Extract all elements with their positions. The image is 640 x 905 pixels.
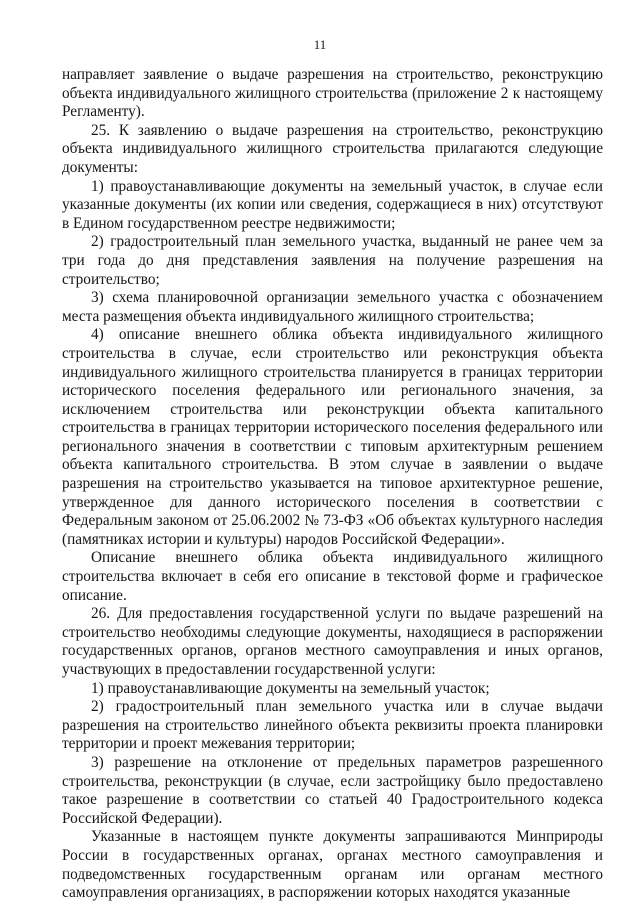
paragraph-26-sub-3: 3) разрешение на отклонение от предельных параметров разрешенного строительства, реконструкции (в случае, если застройщику было предоставлено такое разрешение в соответствии со статьей 40 Градостроительного кодекса Российской Федерации). [62, 753, 603, 827]
document-body [62, 66, 603, 903]
paragraph-continuation: направляет заявление о выдаче разрешения на строительство, реконструкцию объекта индивидуального жилищного строительства (приложение 2 к настоящему Регламенту). [62, 66, 603, 121]
paragraph-26-sub-1: 1) правоустанавливающие документы на земельный участок; [91, 679, 490, 697]
paragraph-25-sub-3: 3) схема планировочной организации земельного участка с обозначением места размещения объекта индивидуального жилищного строительства; [62, 289, 603, 325]
paragraph-25-sub-4: 4) описание внешнего облика объекта индивидуального жилищного строительства в случае, если строительство или реконструкция объекта индивидуального жилищного строительства планируется в границах территории исторического поселения федерального или регионального значения, за исключением строительства или реконструкции объекта капитального строительства в границах территории исторического поселения федерального или регионального значения в соответствии с типовым архитектурным решением объекта капитального строительства. В этом случае в заявлении о выдаче разрешения на строительство указывается на типовое архитектурное решение, утвержденное для данного исторического поселения в соответствии с Федеральным законом от 25.06.2002 № 73-ФЗ «Об объектах культурного наследия (памятниках истории и культуры) народов Российской Федерации». [62, 326, 603, 548]
paragraph-26-sub-2: 2) градостроительный план земельного участка или в случае выдачи разрешения на строительство линейного объекта реквизиты проекта планировки территории и проект межевания территории; [62, 698, 603, 753]
paragraph-item-25: 25. К заявлению о выдаче разрешения на строительство, реконструкцию объекта индивидуального жилищного строительства прилагаются следующие документы: [62, 121, 603, 176]
paragraph-description: Описание внешнего облика объекта индивидуального жилищного строительства включает в себя его описание в текстовой форме и графическое описание. [62, 549, 603, 604]
paragraph-item-26: 26. Для предоставления государственной услуги по выдаче разрешений на строительство необходимы следующие документы, находящиеся в распоряжении государственных органов, органов местного самоуправления и иных органов, участвующих в предоставлении государственной услуги: [62, 605, 603, 678]
page-number: 11 [313, 37, 327, 52]
paragraph-final: Указанные в настоящем пункте документы запрашиваются Минприроды России в государственных органах, органах местного самоуправления и подведомственных государственным органам или органам местного самоуправления организациях, в распоряжении которых находятся указанные [62, 828, 603, 902]
paragraph-25-sub-2: 2) градостроительный план земельного участка, выданный не ранее чем за три года до дня представления заявления на получение разрешения на строительство; [62, 233, 603, 288]
paragraph-25-sub-1: 1) правоустанавливающие документы на земельный участок, в случае если указанные документы (их копии или сведения, содержащиеся в них) отсутствуют в Едином государственном реестре недвижимости; [62, 177, 603, 232]
